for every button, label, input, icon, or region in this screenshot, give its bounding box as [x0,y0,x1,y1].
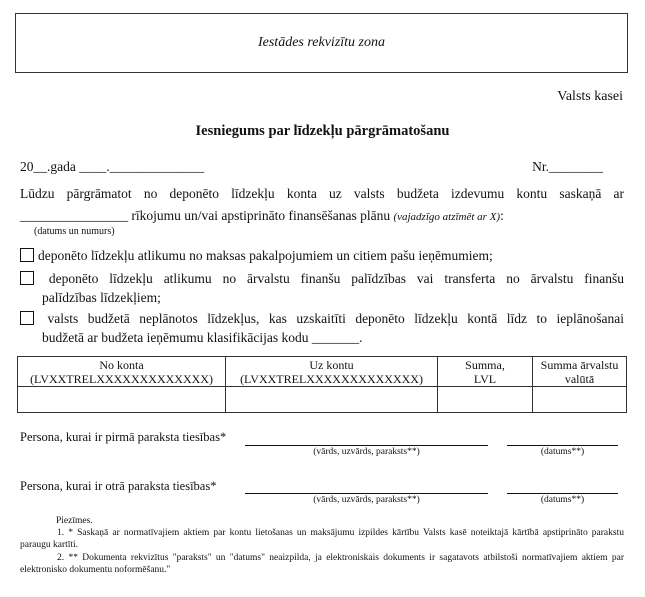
recipient: Valsts kasei [557,89,623,104]
option-1 [20,248,493,264]
option-2-label: deponēto līdzekļu atlikumu no ārvalstu finanšu palīdzības vai transferta no ārvalstu finanšu [48,271,624,286]
amount-lvl-cell[interactable] [438,387,533,413]
option-3 [20,311,624,346]
header-amount-foreign: Summa ārvalstu valūtā [533,357,627,387]
option-3-label: valsts budžetā neplānotos līdzekļus, kas uzskaitīti deponēto līdzekļu kontā līdz to ieplānošanai [47,311,624,326]
note-2: 2. ** Dokumenta rekvizītus "paraksts" un "datums" neaizpilda, ja elektroniskais dokuments ir sagatavots atbilstoši normatīvajiem aktiem par elektronisko dokumentu noformēšanu." [20,553,624,575]
table-row [18,387,627,413]
date-number-caption: (datums un numurs) [34,226,115,237]
document-title: Iesniegums par līdzekļu pārgrāmatošanu [195,123,450,139]
date-line[interactable]: 20__.gada ____.______________ [20,159,205,174]
option-2-label-cont: palīdzības līdzekļiem; [42,290,161,305]
to-account-cell[interactable] [226,387,438,413]
signature-1-name-caption: (vārds, uzvārds, paraksts**) [313,447,420,457]
signature-1-label: Persona, kurai ir pirmā paraksta tiesības* [20,430,227,444]
intro-line-1: Lūdzu pārgrāmatot no deponēto līdzekļu konta uz valsts budžeta izdevumu kontu saskaņā ar [20,186,624,201]
option-1-checkbox[interactable] [20,248,34,262]
intro-line-2 [20,208,504,224]
option-3-label-cont: budžetā ar budžeta ieņēmumu klasifikācijas kodu _______. [42,330,363,345]
from-account-cell[interactable] [18,387,226,413]
signature-2-date-caption: (datums**) [540,495,585,505]
signature-1-name-line[interactable] [245,445,488,446]
intro-text: rīkojumu un/vai apstiprināto finansēšanas plānu [128,208,394,223]
note-1: 1. * Saskaņā ar normatīvajiem aktiem par kontu lietošanas un maksājumu izpildes kārtību Valsts kasē noteiktajā kārtībā apstiprināto parakstu paraugu kartīti. [20,528,624,550]
intro-end: : [500,208,504,223]
institution-requisites-zone [15,13,628,73]
signature-2-name-caption: (vārds, uzvārds, paraksts**) [313,495,420,505]
signature-2-label: Persona, kurai ir otrā paraksta tiesības* [20,479,217,493]
option-1-label: deponēto līdzekļu atlikumu no maksas pakalpojumiem un citiem pašu ieņēmumiem; [38,248,493,263]
header-from-account: No konta (LVXXTRELXXXXXXXXXXXXX) [18,357,226,387]
accounts-table [17,356,627,413]
signature-1-date-caption: (datums**) [540,447,585,457]
notes-heading: Piezīmes. [56,516,93,526]
intro-hint: (vajadzīgo atzīmēt ar X) [393,211,501,223]
date-number-blank[interactable]: ________________ [20,208,128,223]
option-3-checkbox[interactable] [20,311,34,325]
table-header-row [18,357,627,387]
signature-1-date-line[interactable] [507,445,618,446]
header-amount-lvl: Summa, LVL [438,357,533,387]
option-2 [20,271,624,306]
signature-2-name-line[interactable] [245,493,488,494]
option-2-checkbox[interactable] [20,271,34,285]
number-line[interactable]: Nr.________ [532,159,603,174]
header-to-account: Uz kontu (LVXXTRELXXXXXXXXXXXXX) [226,357,438,387]
amount-foreign-cell[interactable] [533,387,627,413]
signature-2-date-line[interactable] [507,493,618,494]
zone-label: Iestādes rekvizītu zona [257,35,385,50]
